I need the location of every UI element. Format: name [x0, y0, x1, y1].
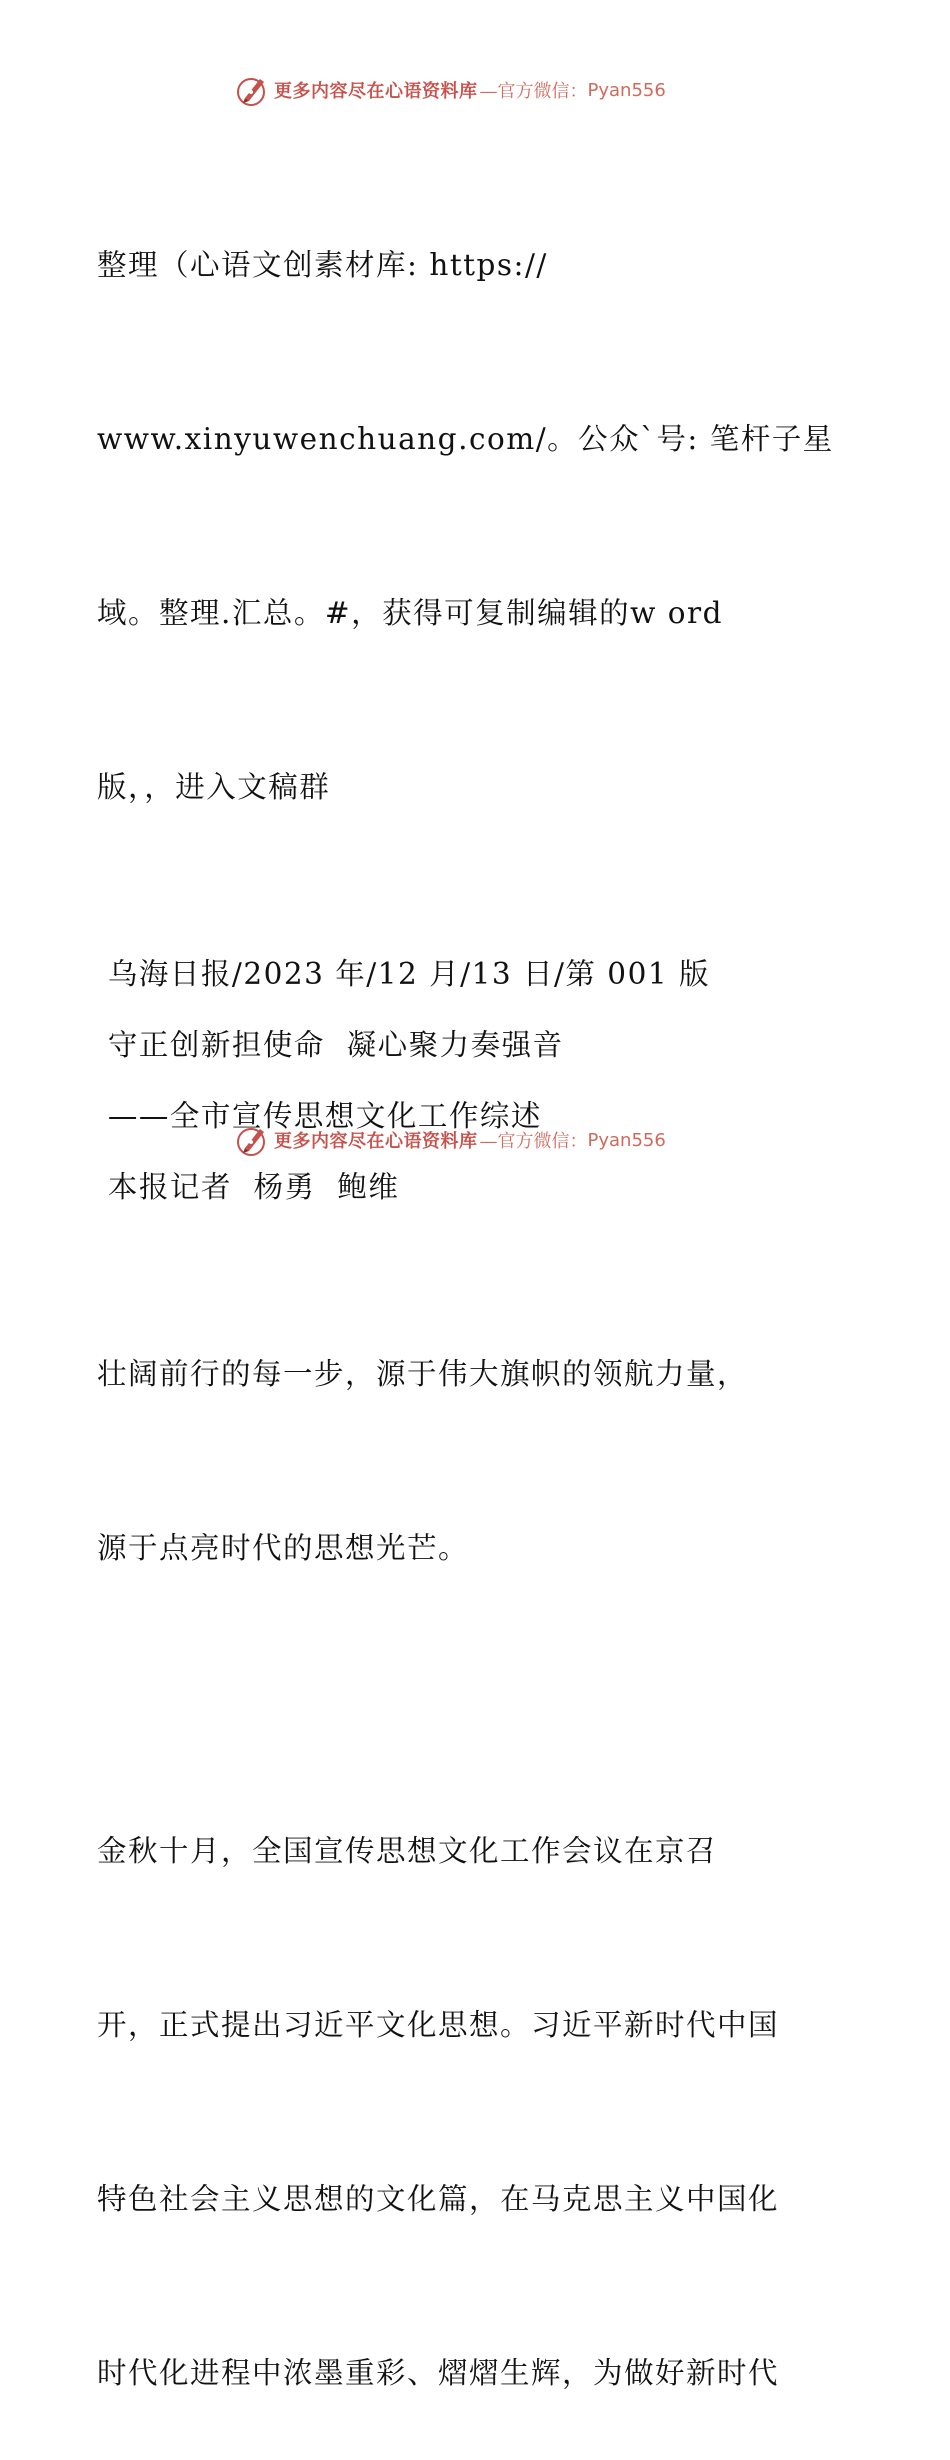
- banner-wechat-id: Pyan556: [587, 1129, 666, 1151]
- banner-wechat-id: Pyan556: [587, 79, 666, 101]
- text-line: 版，，进入文稿群: [97, 770, 331, 804]
- banner-text: 更多内容尽在心语资料库: [274, 1131, 478, 1152]
- dateline: 乌海日报/2023 年/12 月/13 日/第 001 版: [97, 957, 710, 991]
- intro-paragraph: [97, 120, 857, 932]
- text-line: 金秋十月，全国宣传思想文化工作会议在京召: [97, 1834, 718, 1868]
- footer-banner: [236, 1122, 666, 1158]
- text-line: 域。整理.汇总。#，获得可复制编辑的w ord: [97, 596, 723, 630]
- text-line: 时代化进程中浓墨重彩、熠熠生辉，为做好新时代: [97, 2356, 780, 2390]
- headline: 守正创新担使命 凝心聚力奏强音: [97, 1028, 564, 1062]
- text-line: 源于点亮时代的思想光芒。: [97, 1531, 470, 1565]
- text-line: 壮阔前行的每一步，源于伟大旗帜的领航力量，: [97, 1357, 749, 1391]
- pen-logo-icon: [236, 1123, 270, 1157]
- document-body: [97, 120, 857, 2460]
- banner-text: 更多内容尽在心语资料库: [274, 81, 478, 102]
- subheadline: ——全市宣传思想文化工作综述: [97, 1099, 542, 1133]
- text-line: www.xinyuwenchuang.com/。公众`号: 笔杆子星: [97, 422, 834, 456]
- byline: 本报记者 杨勇 鲍维: [97, 1170, 400, 1204]
- banner-wechat-label: —官方微信：: [479, 1131, 588, 1152]
- pen-logo-icon: [236, 73, 270, 107]
- paragraph-2: [97, 1706, 857, 2460]
- header-banner: [236, 72, 666, 108]
- text-line: 特色社会主义思想的文化篇，在马克思主义中国化: [97, 2182, 780, 2216]
- banner-wechat-label: —官方微信：: [479, 81, 588, 102]
- text-line: 整理（心语文创素材库: https://: [97, 248, 548, 282]
- text-line: 开，正式提出习近平文化思想。习近平新时代中国: [97, 2008, 780, 2042]
- paragraph-1: [97, 1229, 857, 1693]
